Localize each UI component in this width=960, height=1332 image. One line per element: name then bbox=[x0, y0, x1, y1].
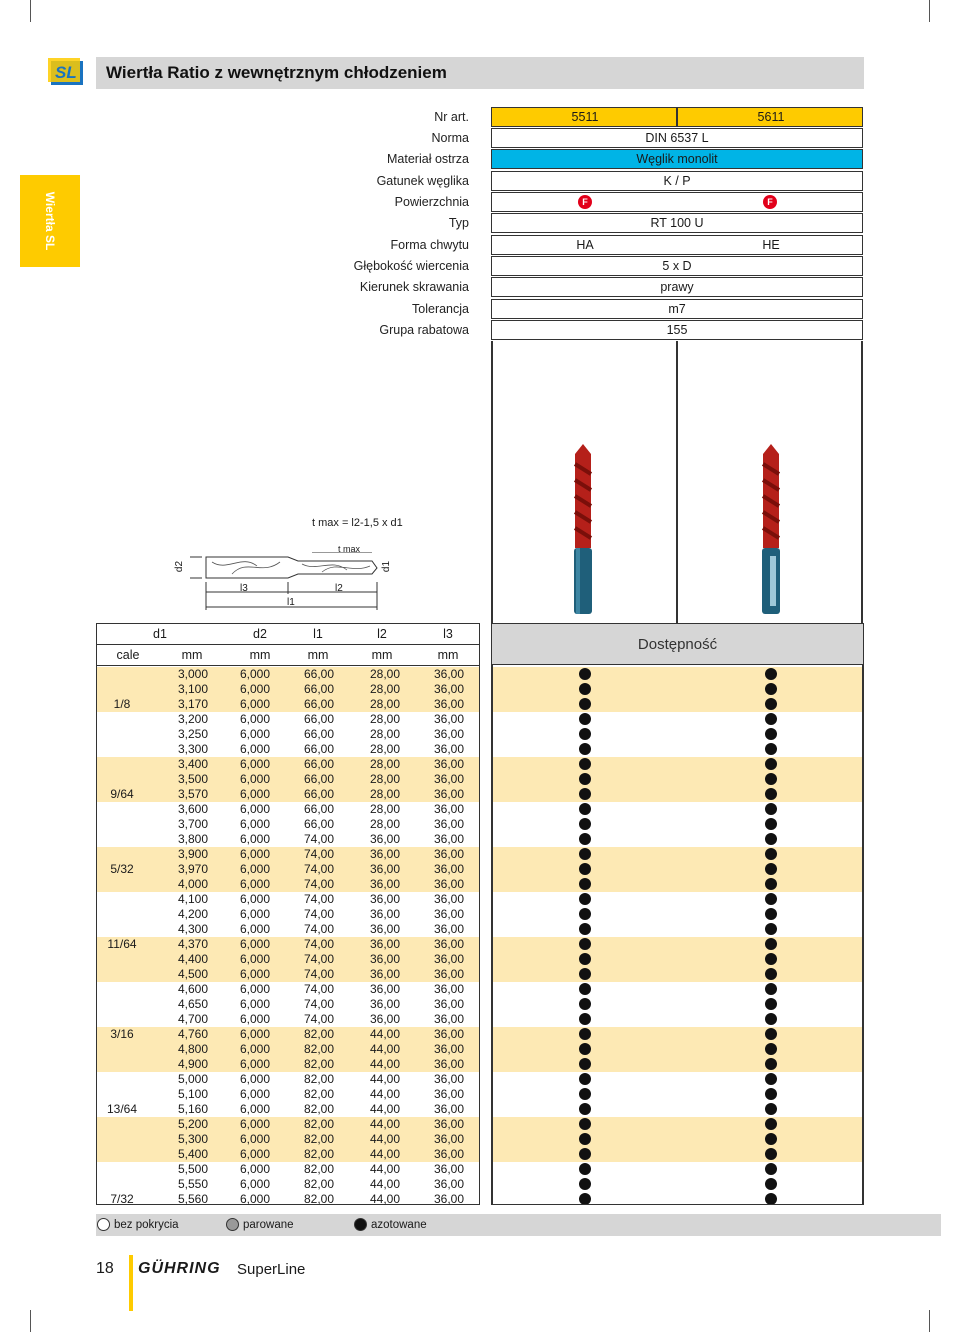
cell-d1: 4,700 bbox=[177, 1012, 208, 1026]
cell-d2: 6,000 bbox=[239, 1132, 270, 1146]
cell-l3: 36,00 bbox=[433, 1057, 464, 1071]
cell-d2: 6,000 bbox=[239, 862, 270, 876]
cell-l3: 36,00 bbox=[433, 1072, 464, 1086]
cell-inch bbox=[100, 1177, 144, 1192]
cell-d1: 3,570 bbox=[177, 787, 208, 801]
cell-d1: 4,760 bbox=[177, 1027, 208, 1041]
depth-row: 5 x D bbox=[491, 256, 863, 276]
label-norma: Norma bbox=[431, 131, 469, 145]
cell-l2: 28,00 bbox=[369, 772, 400, 786]
surface-mark-right: F bbox=[763, 195, 777, 209]
cell-l2: 44,00 bbox=[369, 1057, 400, 1071]
cell-l2: 44,00 bbox=[369, 1087, 400, 1101]
cell-d2: 6,000 bbox=[239, 892, 270, 906]
cell-d2: 6,000 bbox=[239, 1162, 270, 1176]
cell-l2: 36,00 bbox=[369, 1012, 400, 1026]
cell-inch bbox=[100, 967, 144, 982]
cell-l3: 36,00 bbox=[433, 907, 464, 921]
cell-d1: 3,700 bbox=[177, 817, 208, 831]
cell-l3: 36,00 bbox=[433, 862, 464, 876]
cell-l3: 36,00 bbox=[433, 847, 464, 861]
cell-l2: 28,00 bbox=[369, 682, 400, 696]
availability-frame bbox=[491, 665, 864, 1205]
cell-d1: 4,000 bbox=[177, 877, 208, 891]
cell-l1: 74,00 bbox=[303, 967, 334, 981]
art-left: 5511 bbox=[571, 110, 599, 124]
cell-l2: 44,00 bbox=[369, 1147, 400, 1161]
cell-inch bbox=[100, 832, 144, 847]
cell-l3: 36,00 bbox=[433, 742, 464, 756]
cell-l3: 36,00 bbox=[433, 997, 464, 1011]
legend-steam: parowane bbox=[243, 1219, 294, 1231]
cell-l3: 36,00 bbox=[433, 1102, 464, 1116]
cell-l1: 82,00 bbox=[303, 1102, 334, 1116]
brand-logo: GÜHRING bbox=[138, 1260, 221, 1277]
cell-l3: 36,00 bbox=[433, 832, 464, 846]
cell-l1: 74,00 bbox=[303, 892, 334, 906]
drill-5511-image bbox=[566, 444, 600, 616]
cell-d2: 6,000 bbox=[239, 1072, 270, 1086]
side-tab-label: Wiertła SL bbox=[43, 191, 57, 251]
cell-d2: 6,000 bbox=[239, 832, 270, 846]
cell-d1: 3,900 bbox=[177, 847, 208, 861]
cell-d2: 6,000 bbox=[239, 742, 270, 756]
cell-l2: 28,00 bbox=[369, 787, 400, 801]
cell-d1: 3,800 bbox=[177, 832, 208, 846]
cell-d2: 6,000 bbox=[239, 1087, 270, 1101]
cell-d2: 6,000 bbox=[239, 1147, 270, 1161]
cell-d2: 6,000 bbox=[239, 787, 270, 801]
cell-l1: 82,00 bbox=[303, 1057, 334, 1071]
cell-inch bbox=[100, 727, 144, 742]
cell-l2: 44,00 bbox=[369, 1102, 400, 1116]
shank-left: HA bbox=[576, 238, 594, 252]
cell-inch: 1/8 bbox=[113, 697, 131, 711]
label-discount: Grupa rabatowa bbox=[379, 323, 469, 337]
cell-l2: 28,00 bbox=[369, 727, 400, 741]
cell-l1: 74,00 bbox=[303, 877, 334, 891]
cell-l1: 74,00 bbox=[303, 832, 334, 846]
cell-d2: 6,000 bbox=[239, 772, 270, 786]
cell-l1: 82,00 bbox=[303, 1147, 334, 1161]
cell-d1: 5,100 bbox=[177, 1087, 208, 1101]
header-rule-2 bbox=[96, 665, 480, 666]
cell-l1: 66,00 bbox=[303, 787, 334, 801]
cell-l3: 36,00 bbox=[433, 817, 464, 831]
footer-accent bbox=[129, 1255, 133, 1311]
cell-l1: 74,00 bbox=[303, 907, 334, 921]
th-mm-d2: mm bbox=[249, 648, 271, 662]
label-depth: Głębokość wiercenia bbox=[353, 259, 469, 273]
cell-l1: 66,00 bbox=[303, 817, 334, 831]
uncoated-icon bbox=[97, 1218, 110, 1231]
cell-l3: 36,00 bbox=[433, 697, 464, 711]
th-mm-l1: mm bbox=[307, 648, 329, 662]
cell-l3: 36,00 bbox=[433, 967, 464, 981]
cell-d2: 6,000 bbox=[239, 967, 270, 981]
tolerance-row: m7 bbox=[491, 299, 863, 319]
nitrided-icon bbox=[354, 1218, 367, 1231]
cell-d1: 4,600 bbox=[177, 982, 208, 996]
cell-l2: 44,00 bbox=[369, 1027, 400, 1041]
cell-l3: 36,00 bbox=[433, 1012, 464, 1026]
cell-l3: 36,00 bbox=[433, 712, 464, 726]
cell-l1: 74,00 bbox=[303, 1012, 334, 1026]
cell-l3: 36,00 bbox=[433, 682, 464, 696]
legend-nitrided: azotowane bbox=[371, 1219, 427, 1231]
cell-l3: 36,00 bbox=[433, 802, 464, 816]
side-tab bbox=[20, 175, 80, 267]
cell-d2: 6,000 bbox=[239, 952, 270, 966]
header-rule bbox=[96, 644, 480, 645]
cell-inch bbox=[100, 667, 144, 682]
cell-d2: 6,000 bbox=[239, 667, 270, 681]
cell-d1: 5,500 bbox=[177, 1162, 208, 1176]
cell-l3: 36,00 bbox=[433, 892, 464, 906]
cell-d1: 3,000 bbox=[177, 667, 208, 681]
cell-d2: 6,000 bbox=[239, 1192, 270, 1206]
material-row: Węglik monolit bbox=[491, 149, 863, 169]
cell-inch bbox=[100, 757, 144, 772]
cell-l1: 66,00 bbox=[303, 742, 334, 756]
cell-d1: 3,200 bbox=[177, 712, 208, 726]
cell-l3: 36,00 bbox=[433, 952, 464, 966]
th-mm-d1: mm bbox=[181, 648, 203, 662]
cell-inch bbox=[100, 952, 144, 967]
norma-row: DIN 6537 L bbox=[491, 128, 863, 148]
cell-l1: 74,00 bbox=[303, 997, 334, 1011]
cell-d1: 4,900 bbox=[177, 1057, 208, 1071]
cell-l2: 28,00 bbox=[369, 757, 400, 771]
cell-d2: 6,000 bbox=[239, 802, 270, 816]
cell-inch bbox=[100, 982, 144, 997]
cell-l1: 74,00 bbox=[303, 862, 334, 876]
drill-5611-image bbox=[754, 444, 788, 616]
cell-d1: 4,650 bbox=[177, 997, 208, 1011]
shank-right: HE bbox=[762, 238, 780, 252]
shank-row bbox=[491, 235, 863, 255]
cell-l3: 36,00 bbox=[433, 1177, 464, 1191]
cell-l1: 82,00 bbox=[303, 1087, 334, 1101]
cell-d1: 5,560 bbox=[177, 1192, 208, 1206]
cell-inch bbox=[100, 817, 144, 832]
cell-l1: 82,00 bbox=[303, 1117, 334, 1131]
th-l2: l2 bbox=[377, 627, 387, 641]
cell-l2: 36,00 bbox=[369, 997, 400, 1011]
cell-inch: 7/32 bbox=[110, 1192, 134, 1206]
cell-l1: 74,00 bbox=[303, 937, 334, 951]
art-right: 5611 bbox=[757, 110, 785, 124]
cell-d2: 6,000 bbox=[239, 997, 270, 1011]
cell-d1: 5,300 bbox=[177, 1132, 208, 1146]
cell-inch bbox=[100, 1162, 144, 1177]
cell-inch bbox=[100, 1147, 144, 1162]
cell-l2: 28,00 bbox=[369, 802, 400, 816]
cell-l2: 36,00 bbox=[369, 922, 400, 936]
cell-d1: 3,600 bbox=[177, 802, 208, 816]
cell-l2: 36,00 bbox=[369, 877, 400, 891]
th-cale: cale bbox=[116, 648, 140, 662]
steam-icon bbox=[226, 1218, 239, 1231]
cell-l3: 36,00 bbox=[433, 1042, 464, 1056]
cell-d2: 6,000 bbox=[239, 697, 270, 711]
label-material: Materiał ostrza bbox=[387, 152, 469, 166]
cell-l1: 66,00 bbox=[303, 757, 334, 771]
cell-l2: 44,00 bbox=[369, 1072, 400, 1086]
cell-d1: 5,160 bbox=[177, 1102, 208, 1116]
cell-l1: 66,00 bbox=[303, 682, 334, 696]
cell-inch bbox=[100, 682, 144, 697]
surface-row bbox=[491, 192, 863, 212]
cell-l1: 66,00 bbox=[303, 727, 334, 741]
legend-uncoated: bez pokrycia bbox=[114, 1219, 179, 1231]
direction-row: prawy bbox=[491, 277, 863, 297]
cell-inch bbox=[100, 847, 144, 862]
cell-inch bbox=[100, 1012, 144, 1027]
legend-bar bbox=[96, 1214, 941, 1236]
cell-d2: 6,000 bbox=[239, 1117, 270, 1131]
cell-d2: 6,000 bbox=[239, 877, 270, 891]
cell-l1: 82,00 bbox=[303, 1162, 334, 1176]
cell-l3: 36,00 bbox=[433, 727, 464, 741]
cell-d1: 3,100 bbox=[177, 682, 208, 696]
cell-l2: 36,00 bbox=[369, 937, 400, 951]
cell-d1: 5,000 bbox=[177, 1072, 208, 1086]
cell-l3: 36,00 bbox=[433, 1087, 464, 1101]
cell-l2: 36,00 bbox=[369, 967, 400, 981]
cell-d2: 6,000 bbox=[239, 1057, 270, 1071]
cell-l2: 44,00 bbox=[369, 1162, 400, 1176]
svg-text:SL: SL bbox=[55, 63, 77, 82]
cell-d2: 6,000 bbox=[239, 682, 270, 696]
l1-label: l1 bbox=[287, 597, 295, 608]
cell-inch bbox=[100, 1087, 144, 1102]
surface-mark-left: F bbox=[578, 195, 592, 209]
cell-d1: 4,800 bbox=[177, 1042, 208, 1056]
cell-d2: 6,000 bbox=[239, 922, 270, 936]
cell-l2: 36,00 bbox=[369, 952, 400, 966]
cell-d1: 4,300 bbox=[177, 922, 208, 936]
cell-inch bbox=[100, 1057, 144, 1072]
cell-d2: 6,000 bbox=[239, 1027, 270, 1041]
label-tolerance: Tolerancja bbox=[412, 302, 469, 316]
cell-l1: 74,00 bbox=[303, 847, 334, 861]
label-type: Typ bbox=[448, 216, 469, 230]
cell-d1: 5,550 bbox=[177, 1177, 208, 1191]
l2-label: l2 bbox=[335, 583, 343, 594]
cell-d2: 6,000 bbox=[239, 982, 270, 996]
cell-l1: 66,00 bbox=[303, 772, 334, 786]
cell-l2: 44,00 bbox=[369, 1042, 400, 1056]
cell-inch bbox=[100, 1072, 144, 1087]
cell-l1: 66,00 bbox=[303, 697, 334, 711]
page-title: Wiertła Ratio z wewnętrznym chłodzeniem bbox=[106, 63, 447, 82]
cell-d2: 6,000 bbox=[239, 907, 270, 921]
cell-l2: 28,00 bbox=[369, 712, 400, 726]
cell-l2: 28,00 bbox=[369, 697, 400, 711]
cell-d2: 6,000 bbox=[239, 1102, 270, 1116]
cell-d2: 6,000 bbox=[239, 1177, 270, 1191]
cell-d2: 6,000 bbox=[239, 847, 270, 861]
cell-d1: 3,170 bbox=[177, 697, 208, 711]
cell-inch bbox=[100, 1117, 144, 1132]
cell-l3: 36,00 bbox=[433, 1117, 464, 1131]
cell-l2: 36,00 bbox=[369, 907, 400, 921]
cell-d1: 5,200 bbox=[177, 1117, 208, 1131]
cell-l2: 28,00 bbox=[369, 817, 400, 831]
cell-inch bbox=[100, 892, 144, 907]
cell-l1: 82,00 bbox=[303, 1177, 334, 1191]
cell-l3: 36,00 bbox=[433, 1162, 464, 1176]
th-d2: d2 bbox=[253, 627, 267, 641]
cell-l2: 44,00 bbox=[369, 1117, 400, 1131]
cell-l2: 28,00 bbox=[369, 667, 400, 681]
cell-inch bbox=[100, 802, 144, 817]
cell-l1: 74,00 bbox=[303, 922, 334, 936]
sl-logo bbox=[48, 57, 86, 89]
cell-d1: 3,400 bbox=[177, 757, 208, 771]
d2-label: d2 bbox=[174, 560, 186, 573]
cell-inch: 5/32 bbox=[110, 862, 134, 876]
d1-label: d1 bbox=[381, 560, 393, 573]
cell-inch: 3/16 bbox=[110, 1027, 134, 1041]
label-art: Nr art. bbox=[434, 110, 469, 124]
cell-l1: 74,00 bbox=[303, 952, 334, 966]
cell-l1: 66,00 bbox=[303, 802, 334, 816]
cell-l3: 36,00 bbox=[433, 772, 464, 786]
cell-inch: 11/64 bbox=[107, 937, 137, 951]
cell-l1: 66,00 bbox=[303, 667, 334, 681]
type-row: RT 100 U bbox=[491, 213, 863, 233]
cell-l2: 36,00 bbox=[369, 832, 400, 846]
cell-d1: 4,400 bbox=[177, 952, 208, 966]
cell-l1: 82,00 bbox=[303, 1072, 334, 1086]
cell-inch: 9/64 bbox=[110, 787, 134, 801]
cell-l3: 36,00 bbox=[433, 922, 464, 936]
cell-inch bbox=[100, 1132, 144, 1147]
label-surface: Powierzchnia bbox=[394, 195, 469, 209]
th-d1: d1 bbox=[153, 627, 167, 641]
cell-d2: 6,000 bbox=[239, 1012, 270, 1026]
cell-d2: 6,000 bbox=[239, 817, 270, 831]
cell-l3: 36,00 bbox=[433, 937, 464, 951]
cell-d1: 3,970 bbox=[177, 862, 208, 876]
cell-d1: 4,100 bbox=[177, 892, 208, 906]
cell-inch bbox=[100, 742, 144, 757]
tmax-formula: t max = l2-1,5 x d1 bbox=[312, 517, 403, 529]
availability-label: Dostępność bbox=[637, 636, 718, 653]
label-direction: Kierunek skrawania bbox=[359, 280, 469, 294]
cell-d1: 5,400 bbox=[177, 1147, 208, 1161]
cell-l2: 36,00 bbox=[369, 982, 400, 996]
page-number: 18 bbox=[96, 1260, 114, 1277]
cell-l1: 82,00 bbox=[303, 1192, 334, 1206]
cell-inch: 13/64 bbox=[106, 1102, 138, 1116]
th-mm-l2: mm bbox=[371, 648, 393, 662]
cell-inch bbox=[100, 772, 144, 787]
cell-d1: 4,500 bbox=[177, 967, 208, 981]
tmax-label: t max bbox=[338, 544, 361, 554]
th-mm-l3: mm bbox=[437, 648, 459, 662]
cell-inch bbox=[100, 712, 144, 727]
panel-divider bbox=[676, 341, 678, 623]
cell-l2: 44,00 bbox=[369, 1132, 400, 1146]
cell-inch bbox=[100, 907, 144, 922]
cell-d2: 6,000 bbox=[239, 757, 270, 771]
cell-inch bbox=[100, 1042, 144, 1057]
cell-l3: 36,00 bbox=[433, 877, 464, 891]
cell-d2: 6,000 bbox=[239, 712, 270, 726]
cell-inch bbox=[100, 922, 144, 937]
label-shank: Forma chwytu bbox=[390, 238, 469, 252]
cell-l3: 36,00 bbox=[433, 667, 464, 681]
art-divider bbox=[676, 107, 678, 127]
cell-l2: 44,00 bbox=[369, 1192, 400, 1206]
discount-row: 155 bbox=[491, 320, 863, 340]
cell-l1: 82,00 bbox=[303, 1132, 334, 1146]
brand-line: SuperLine bbox=[237, 1261, 306, 1278]
cell-d2: 6,000 bbox=[239, 937, 270, 951]
cell-l2: 36,00 bbox=[369, 892, 400, 906]
cell-l3: 36,00 bbox=[433, 1192, 464, 1206]
cell-l3: 36,00 bbox=[433, 1027, 464, 1041]
cell-d1: 4,200 bbox=[177, 907, 208, 921]
cell-d1: 3,250 bbox=[177, 727, 208, 741]
cell-l1: 82,00 bbox=[303, 1027, 334, 1041]
cell-d1: 3,300 bbox=[177, 742, 208, 756]
cell-l1: 82,00 bbox=[303, 1042, 334, 1056]
th-l1: l1 bbox=[313, 627, 323, 641]
cell-l2: 36,00 bbox=[369, 862, 400, 876]
cell-d2: 6,000 bbox=[239, 1042, 270, 1056]
l3-label: l3 bbox=[240, 583, 248, 594]
cell-l3: 36,00 bbox=[433, 1132, 464, 1146]
th-l3: l3 bbox=[443, 627, 453, 641]
cell-d1: 3,500 bbox=[177, 772, 208, 786]
cell-l3: 36,00 bbox=[433, 787, 464, 801]
cell-l2: 28,00 bbox=[369, 742, 400, 756]
cell-l2: 44,00 bbox=[369, 1177, 400, 1191]
cell-l3: 36,00 bbox=[433, 1147, 464, 1161]
cell-l3: 36,00 bbox=[433, 982, 464, 996]
cell-l1: 66,00 bbox=[303, 712, 334, 726]
cell-l2: 36,00 bbox=[369, 847, 400, 861]
label-grade: Gatunek węglika bbox=[376, 174, 469, 188]
cell-inch bbox=[100, 997, 144, 1012]
cell-inch bbox=[100, 877, 144, 892]
cell-d1: 4,370 bbox=[177, 937, 208, 951]
cell-d2: 6,000 bbox=[239, 727, 270, 741]
grade-row: K / P bbox=[491, 171, 863, 191]
cell-l1: 74,00 bbox=[303, 982, 334, 996]
cell-l3: 36,00 bbox=[433, 757, 464, 771]
